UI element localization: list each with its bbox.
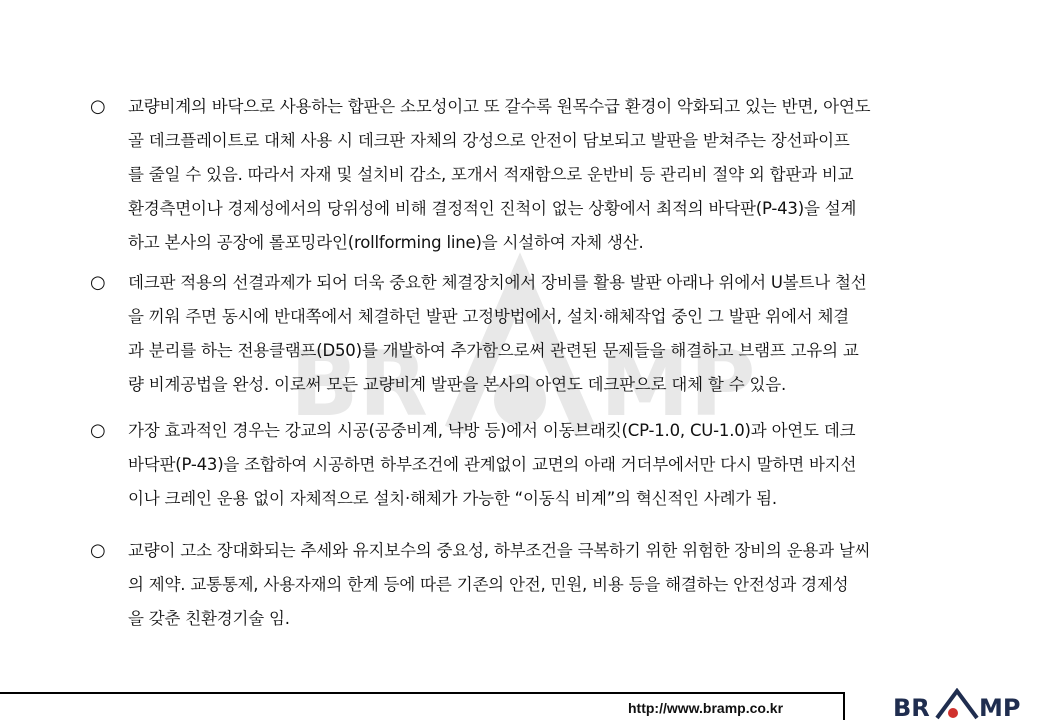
logo-text-left: BR [893, 694, 930, 720]
paragraph-1 [90, 90, 990, 260]
paragraph-line: 이나 크레인 운용 없이 자체적으로 설치·해체가 가능한 “이동식 비계”의 혁신적인 사례가 됨. [128, 489, 777, 508]
paragraph-line: 량 비계공법을 완성. 이로써 모든 교량비계 발판을 본사의 아연도 데크판으로 대체 할 수 있음. [128, 375, 787, 394]
paragraph-line: 바닥판(P-43)을 조합하여 시공하면 하부조건에 관계없이 교면의 아래 거더부에서만 다시 말하면 바지선 [128, 455, 857, 474]
paragraph-line: 을 끼워 주면 동시에 반대쪽에서 체결하던 발판 고정방법에서, 설치·해체작업 중인 그 발판 위에서 체결 [128, 307, 849, 326]
bullet-circle-icon: ○ [90, 420, 106, 441]
paragraph-line: 골 데크플레이트로 대체 사용 시 데크판 자체의 강성으로 안전이 담보되고 발판을 받쳐주는 장선파이프 [128, 131, 850, 150]
paragraph-line: 를 줄일 수 있음. 따라서 자재 및 설치비 감소, 포개서 적재함으로 운반비 등 관리비 절약 외 합판과 비교 [128, 165, 854, 184]
logo-text-right: MP [979, 694, 1021, 720]
document-body [90, 90, 990, 636]
footer-divider-vertical [843, 692, 845, 720]
paragraph-2 [90, 266, 990, 402]
bramp-logo [893, 688, 1028, 720]
watermark-text-right: MP [600, 332, 756, 437]
paragraph-line: 데크판 적용의 선결과제가 되어 더욱 중요한 체결장치에서 장비를 활용 발판 아래나 위에서 U볼트나 철선 [128, 273, 867, 292]
paragraph-line: 교량비계의 바닥으로 사용하는 합판은 소모성이고 또 갈수록 원목수급 환경이 악화되고 있는 반면, 아연도 [128, 97, 871, 116]
footer-divider [0, 692, 844, 694]
paragraph-3 [90, 414, 990, 516]
bullet-circle-icon: ○ [90, 272, 106, 293]
paragraph-line: 환경측면이나 경제성에서의 당위성에 비해 결정적인 진척이 없는 상황에서 최적의 바닥판(P-43)을 설계 [128, 199, 857, 218]
paragraph-line: 교량이 고소 장대화되는 추세와 유지보수의 중요성, 하부조건을 극복하기 위한 위험한 장비의 운용과 날씨 [128, 541, 871, 560]
logo-red-dot-icon [948, 708, 958, 718]
watermark-text-left: BR [290, 332, 428, 437]
bullet-circle-icon: ○ [90, 540, 106, 561]
paragraph-line: 과 분리를 하는 전용클램프(D50)를 개발하여 추가함으로써 관련된 문제들을 해결하고 브램프 고유의 교 [128, 341, 859, 360]
paragraph-line: 가장 효과적인 경우는 강교의 시공(공중비계, 낙방 등)에서 이동브래킷(CP-1.0, CU-1.0)과 아연도 데크 [128, 421, 856, 440]
bullet-circle-icon: ○ [90, 96, 106, 117]
paragraph-line: 의 제약. 교통통제, 사용자재의 한계 등에 따른 기존의 안전, 민원, 비용 등을 해결하는 안전성과 경제성 [128, 575, 849, 594]
footer-website-link[interactable]: http://www.bramp.co.kr [628, 700, 784, 716]
paragraph-line: 하고 본사의 공장에 롤포밍라인(rollforming line)을 시설하여 자체 생산. [128, 233, 644, 252]
paragraph-4 [90, 534, 990, 636]
paragraph-line: 을 갖춘 친환경기술 임. [128, 609, 290, 628]
